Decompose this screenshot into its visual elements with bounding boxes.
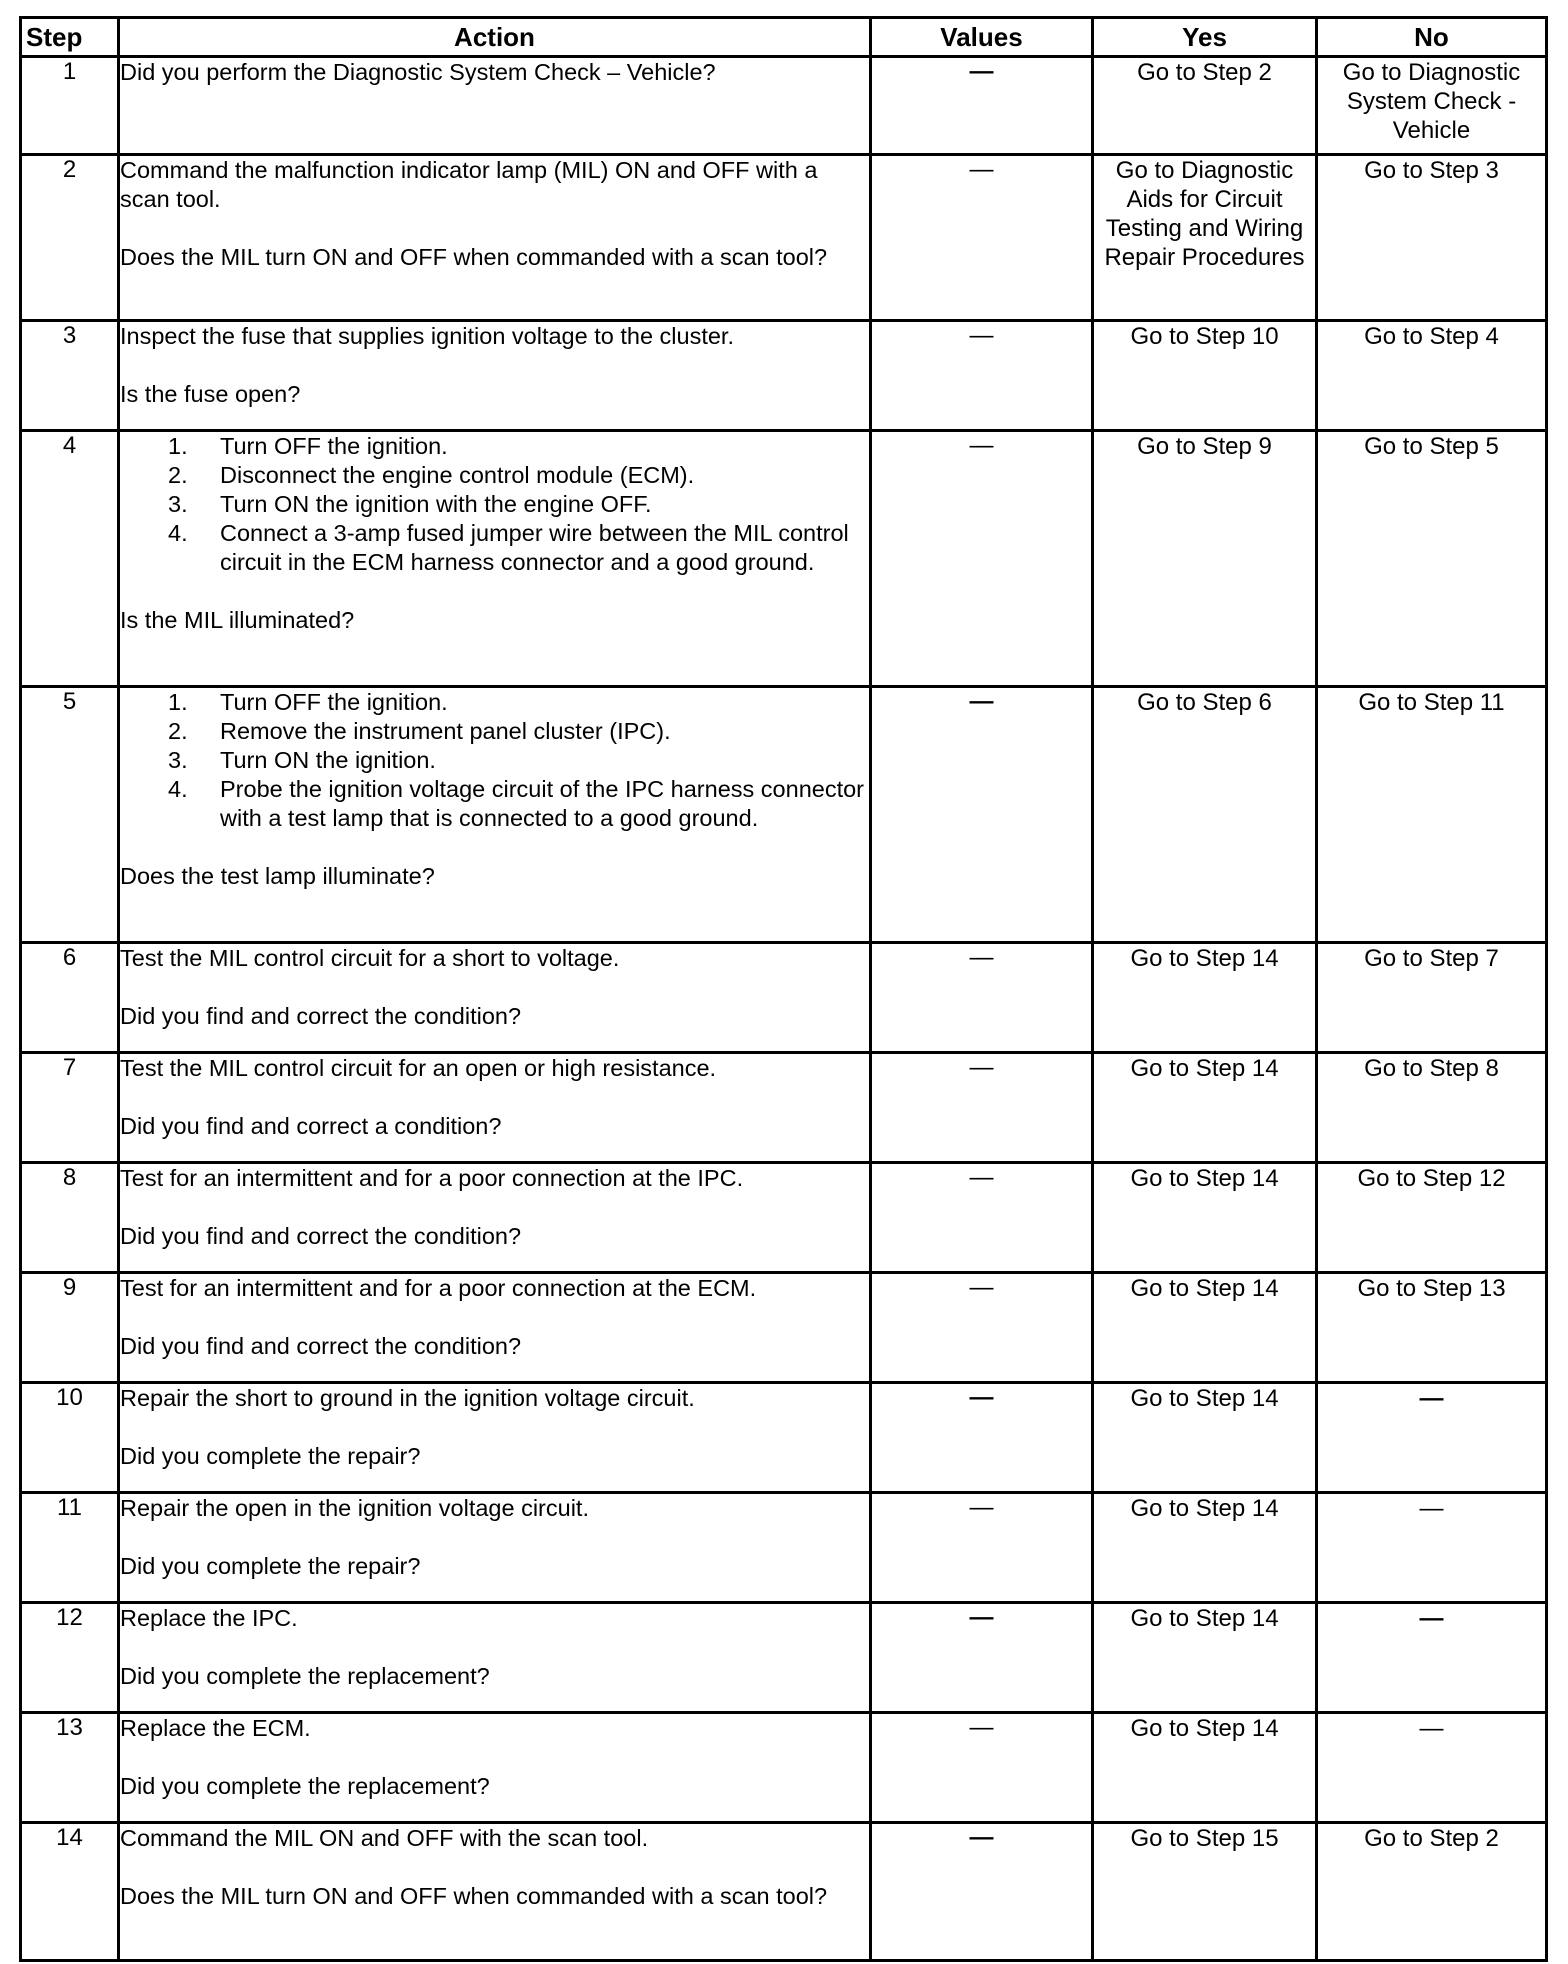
no-cell: Go to Step 2 [1317, 1823, 1547, 1961]
substep-number: 1. [168, 433, 188, 459]
substep-item [120, 432, 869, 461]
action-cell [119, 1493, 871, 1603]
substep-item [120, 519, 869, 577]
table-row [21, 57, 1547, 155]
yes-cell: Go to Step 14 [1093, 1163, 1317, 1273]
table-row [21, 1383, 1547, 1493]
no-cell: Go to Step 8 [1317, 1053, 1547, 1163]
action-cell [119, 321, 871, 431]
action-text: Test the MIL control circuit for an open or high resistance. [120, 1055, 717, 1081]
values-cell: — [871, 155, 1093, 321]
table-row [21, 431, 1547, 687]
action-text: Inspect the fuse that supplies ignition voltage to the cluster. [120, 323, 734, 349]
action-question: Does the test lamp illuminate? [120, 863, 435, 889]
table-row [21, 1053, 1547, 1163]
yes-cell: Go to Step 14 [1093, 1383, 1317, 1493]
no-cell: — [1317, 1713, 1547, 1823]
substep-text: Turn ON the ignition with the engine OFF. [220, 491, 652, 517]
action-cell [119, 1823, 871, 1961]
values-cell: — [871, 1713, 1093, 1823]
no-cell: Go to Step 13 [1317, 1273, 1547, 1383]
step-number: 11 [21, 1493, 119, 1603]
table-row [21, 321, 1547, 431]
yes-cell: Go to Step 2 [1093, 57, 1317, 155]
substep-list [120, 688, 869, 833]
step-number: 9 [21, 1273, 119, 1383]
substep-item [120, 490, 869, 519]
substep-text: Connect a 3-amp fused jumper wire between the MIL control circuit in the ECM harness connector and a good ground. [220, 520, 849, 575]
table-row [21, 1823, 1547, 1961]
action-question: Did you complete the repair? [120, 1443, 421, 1469]
action-cell [119, 1163, 871, 1273]
yes-cell: Go to Diagnostic Aids for Circuit Testing and Wiring Repair Procedures [1093, 155, 1317, 321]
action-cell [119, 431, 871, 687]
action-cell [119, 943, 871, 1053]
diagnostic-table [19, 16, 1548, 1962]
yes-cell: Go to Step 6 [1093, 687, 1317, 943]
action-cell [119, 1273, 871, 1383]
substep-item [120, 461, 869, 490]
no-cell: Go to Step 11 [1317, 687, 1547, 943]
table-row [21, 1603, 1547, 1713]
substep-item [120, 717, 869, 746]
action-text: Repair the short to ground in the ignition voltage circuit. [120, 1385, 695, 1411]
values-cell: — [871, 321, 1093, 431]
substep-number: 3. [168, 491, 188, 517]
step-number: 8 [21, 1163, 119, 1273]
substep-item [120, 746, 869, 775]
step-number: 3 [21, 321, 119, 431]
yes-cell: Go to Step 14 [1093, 943, 1317, 1053]
action-question: Does the MIL turn ON and OFF when commanded with a scan tool? [120, 1883, 828, 1909]
header-action: Action [119, 18, 871, 57]
step-number: 14 [21, 1823, 119, 1961]
substep-text: Turn ON the ignition. [220, 747, 436, 773]
yes-cell: Go to Step 9 [1093, 431, 1317, 687]
action-text: Command the malfunction indicator lamp (MIL) ON and OFF with a scan tool. [120, 157, 818, 212]
substep-number: 4. [168, 776, 188, 802]
values-cell: — [871, 1493, 1093, 1603]
action-question: Did you find and correct the condition? [120, 1223, 522, 1249]
substep-number: 2. [168, 462, 188, 488]
values-cell: — [871, 1163, 1093, 1273]
step-number: 4 [21, 431, 119, 687]
action-text: Command the MIL ON and OFF with the scan tool. [120, 1825, 649, 1851]
action-text: Did you perform the Diagnostic System Check – Vehicle? [120, 59, 716, 85]
step-number: 5 [21, 687, 119, 943]
action-cell [119, 57, 871, 155]
step-number: 10 [21, 1383, 119, 1493]
step-number: 2 [21, 155, 119, 321]
no-cell: — [1317, 1493, 1547, 1603]
values-cell: — [871, 943, 1093, 1053]
action-text: Test the MIL control circuit for a short to voltage. [120, 945, 620, 971]
table-row [21, 1713, 1547, 1823]
action-text: Test for an intermittent and for a poor connection at the IPC. [120, 1165, 744, 1191]
no-cell: Go to Step 12 [1317, 1163, 1547, 1273]
action-text: Replace the IPC. [120, 1605, 298, 1631]
diagnostic-table-frame [19, 16, 1545, 1962]
action-cell [119, 687, 871, 943]
yes-cell: Go to Step 15 [1093, 1823, 1317, 1961]
action-cell [119, 1603, 871, 1713]
yes-cell: Go to Step 10 [1093, 321, 1317, 431]
action-question: Did you find and correct a condition? [120, 1113, 502, 1139]
yes-cell: Go to Step 14 [1093, 1493, 1317, 1603]
action-text: Test for an intermittent and for a poor connection at the ECM. [120, 1275, 757, 1301]
table-row [21, 1273, 1547, 1383]
header-values: Values [871, 18, 1093, 57]
table-row [21, 943, 1547, 1053]
action-cell [119, 1053, 871, 1163]
values-cell: — [871, 431, 1093, 687]
values-cell: — [871, 1823, 1093, 1961]
no-cell: Go to Diagnostic System Check - Vehicle [1317, 57, 1547, 155]
table-header-row [21, 18, 1547, 57]
no-cell: Go to Step 3 [1317, 155, 1547, 321]
no-cell: — [1317, 1603, 1547, 1713]
yes-cell: Go to Step 14 [1093, 1713, 1317, 1823]
substep-item [120, 775, 869, 833]
substep-number: 2. [168, 718, 188, 744]
yes-cell: Go to Step 14 [1093, 1273, 1317, 1383]
yes-cell: Go to Step 14 [1093, 1053, 1317, 1163]
header-yes: Yes [1093, 18, 1317, 57]
no-cell: Go to Step 4 [1317, 321, 1547, 431]
action-question: Did you find and correct the condition? [120, 1333, 522, 1359]
substep-text: Disconnect the engine control module (ECM). [220, 462, 695, 488]
substep-text: Remove the instrument panel cluster (IPC). [220, 718, 671, 744]
no-cell: — [1317, 1383, 1547, 1493]
table-row [21, 155, 1547, 321]
step-number: 7 [21, 1053, 119, 1163]
no-cell: Go to Step 5 [1317, 431, 1547, 687]
action-cell [119, 155, 871, 321]
substep-item [120, 688, 869, 717]
header-step: Step [21, 18, 119, 57]
table-row [21, 687, 1547, 943]
step-number: 12 [21, 1603, 119, 1713]
action-question: Is the MIL illuminated? [120, 607, 355, 633]
action-question: Did you complete the replacement? [120, 1773, 490, 1799]
values-cell: — [871, 1273, 1093, 1383]
values-cell: — [871, 1383, 1093, 1493]
substep-list [120, 432, 869, 577]
header-no: No [1317, 18, 1547, 57]
step-number: 1 [21, 57, 119, 155]
action-question: Did you find and correct the condition? [120, 1003, 522, 1029]
step-number: 13 [21, 1713, 119, 1823]
action-question: Is the fuse open? [120, 381, 301, 407]
action-text: Replace the ECM. [120, 1715, 311, 1741]
table-row [21, 1493, 1547, 1603]
action-cell [119, 1713, 871, 1823]
substep-number: 1. [168, 689, 188, 715]
substep-number: 3. [168, 747, 188, 773]
substep-text: Turn OFF the ignition. [220, 433, 448, 459]
yes-cell: Go to Step 14 [1093, 1603, 1317, 1713]
substep-text: Probe the ignition voltage circuit of the IPC harness connector with a test lamp that is connected to a good ground. [220, 776, 865, 831]
action-cell [119, 1383, 871, 1493]
substep-text: Turn OFF the ignition. [220, 689, 448, 715]
values-cell: — [871, 1053, 1093, 1163]
values-cell: — [871, 57, 1093, 155]
action-question: Did you complete the repair? [120, 1553, 421, 1579]
values-cell: — [871, 1603, 1093, 1713]
action-text: Repair the open in the ignition voltage circuit. [120, 1495, 589, 1521]
values-cell: — [871, 687, 1093, 943]
table-row [21, 1163, 1547, 1273]
action-question: Does the MIL turn ON and OFF when commanded with a scan tool? [120, 244, 828, 270]
no-cell: Go to Step 7 [1317, 943, 1547, 1053]
action-question: Did you complete the replacement? [120, 1663, 490, 1689]
substep-number: 4. [168, 520, 188, 546]
step-number: 6 [21, 943, 119, 1053]
